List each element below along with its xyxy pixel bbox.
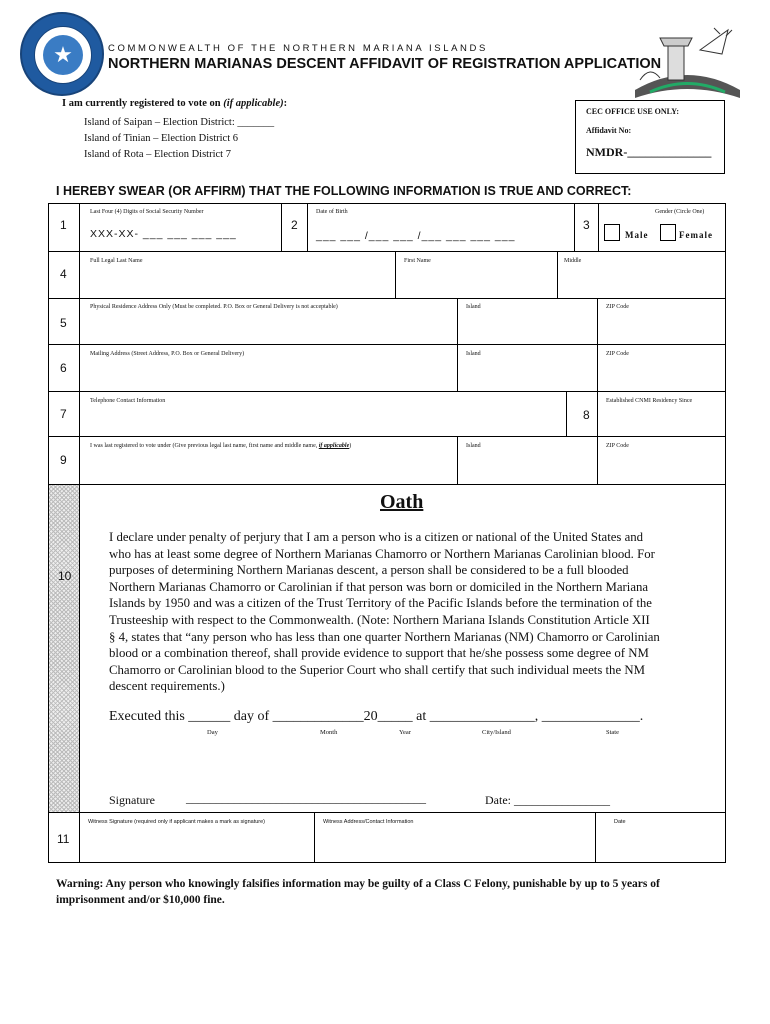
swear-heading: I HEREBY SWEAR (OR AFFIRM) THAT THE FOLLOWING INFORMATION IS TRUE AND CORRECT: (56, 184, 632, 198)
male-checkbox[interactable] (604, 224, 620, 241)
row-number-2: 2 (281, 203, 308, 252)
latte-stone-logo-icon (630, 20, 745, 105)
affidavit-number: Affidavit No: (586, 126, 632, 135)
row-number-3: 3 (574, 203, 599, 252)
oath-title: Oath (380, 491, 424, 513)
female-checkbox[interactable] (660, 224, 676, 241)
signature-date[interactable]: Date: ________________ (485, 793, 610, 807)
cec-office-box (575, 100, 725, 174)
oath-text: I declare under penalty of perjury that I am a person who is a citizen or national of the United States and who has at least some degree of Northern Marianas Chamorro or Northern Marianas Carolinian blood. For purposes of determining Northern Marianas descent, a person shall be considered to be a full blooded Northern Marianas Chamorro or Carolinian if that person was born or domiciled in the Northern Mariana Islands by 1950 and was a citizen of the Trust Territory of the Pacific Islands before the termination of the Trusteeship with respect to the Commonwealth. (Note: Northern Mariana Islands Constitution Article XII § 4, states that “any person who has less than one quarter Northern Marianas (NM) Chamorro or Carolinian blood or a combination thereof, shall provide evidence to support that he/she possess some degree of NM Chamorro or Carolinian blood to the Superior Court who shall certify that such individual meets the NM descent requirements.) (109, 530, 660, 694)
witness-signature-field[interactable]: Witness Signature (required only if applicant makes a mark as signature) (79, 812, 315, 863)
gender-field[interactable]: Gender (Circle One) Male Female (598, 203, 726, 252)
witness-date-field[interactable]: Date (595, 812, 726, 863)
signature-label: Signature (109, 793, 155, 807)
row-number-5: 5 (48, 298, 80, 345)
oath-box (79, 484, 726, 813)
saipan-district[interactable]: Island of Saipan – Election District: _______ (84, 117, 275, 128)
row-number-8: 8 (566, 391, 598, 437)
last-registered-island-field[interactable]: Island (457, 436, 598, 485)
row-number-6: 6 (48, 344, 80, 392)
page-title: NORTHERN MARIANAS DESCENT AFFIDAVIT OF REGISTRATION APPLICATION (108, 56, 662, 72)
day-caption: Day (207, 729, 218, 736)
city-caption: City/Island (482, 729, 511, 736)
residency-field[interactable]: Established CNMI Residency Since (597, 391, 726, 437)
state-caption: State (606, 729, 619, 736)
row-number-11: 11 (48, 812, 80, 863)
row-number-10: 10 (48, 484, 80, 813)
mailing-address-field[interactable]: Mailing Address (Street Address, P.O. Box or General Delivery) (79, 344, 458, 392)
row-number-7: 7 (48, 391, 80, 437)
signature-line[interactable]: ________________________________________ (186, 791, 426, 805)
year-caption: Year (399, 729, 411, 736)
mailing-island-field[interactable]: Island (457, 344, 598, 392)
last-registered-name-field[interactable]: I was last registered to vote under (Give previous legal last name, first name and middle name, if applicable) (79, 436, 458, 485)
cec-title: CEC OFFICE USE ONLY: (586, 107, 679, 116)
month-caption: Month (320, 729, 338, 736)
last-registered-zip-field[interactable]: ZIP Code (597, 436, 726, 485)
last-name-field[interactable]: Full Legal Last Name (79, 251, 396, 299)
physical-address-field[interactable]: Physical Residence Address Only (Must be completed. P.O. Box or General Delivery is not acceptable) (79, 298, 458, 345)
cnmi-seal-icon: ★ (20, 12, 104, 96)
ssn-field[interactable]: Last Four (4) Digits of Social Security Number XXX-XX- ___ ___ ___ ___ (79, 203, 282, 252)
rota-district[interactable]: Island of Rota – Election District 7 (84, 149, 231, 160)
first-name-field[interactable]: First Name (395, 251, 558, 299)
registration-label: I am currently registered to vote on (if applicable): (62, 98, 288, 109)
physical-zip-field[interactable]: ZIP Code (597, 298, 726, 345)
mailing-zip-field[interactable]: ZIP Code (597, 344, 726, 392)
form-grid (48, 203, 726, 485)
commonwealth-heading: COMMONWEALTH OF THE NORTHERN MARIANA ISLANDS (108, 43, 488, 54)
row-number-4: 4 (48, 251, 80, 299)
row-number-9: 9 (48, 436, 80, 485)
tinian-district[interactable]: Island of Tinian – Election District 6 (84, 133, 238, 144)
female-label: Female (679, 230, 713, 240)
telephone-field[interactable]: Telephone Contact Information (79, 391, 567, 437)
dob-field[interactable]: Date of Birth ___ ___ /___ ___ /___ ___ ___ ___ (307, 203, 575, 252)
warning-text: Warning: Any person who knowingly falsifies information may be guilty of a Class C Felony, punishable by up to 5 years of imprisonment and/or $10,000 fine. (56, 878, 660, 906)
witness-address-field[interactable]: Witness Address/Contact Information (314, 812, 596, 863)
executed-line[interactable]: Executed this ______ day of _____________20_____ at _______________, ______________. (109, 709, 644, 724)
male-label: Male (625, 230, 649, 240)
physical-island-field[interactable]: Island (457, 298, 598, 345)
middle-name-field[interactable]: Middle (557, 251, 726, 299)
row-number-1: 1 (48, 203, 80, 252)
nmdr-number: NMDR-______________ (586, 145, 712, 159)
